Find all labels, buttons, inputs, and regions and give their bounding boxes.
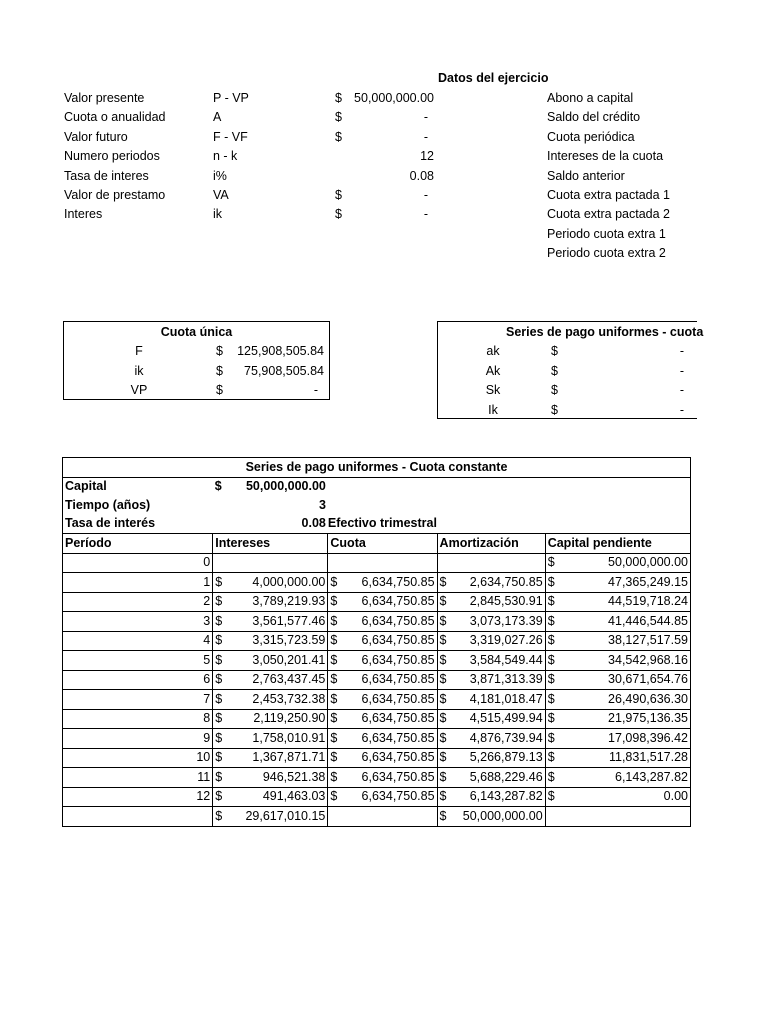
cuota-unica-value: 125,908,505.84 — [237, 344, 324, 358]
periodo-cell: 11 — [63, 768, 213, 788]
intereses-cell-value: 1,367,871.71 — [252, 750, 326, 765]
cuota-cell-sign: $ — [330, 652, 338, 667]
capital-pendiente-cell — [545, 690, 690, 710]
datos-right-label: Abono a capital — [547, 91, 634, 105]
datos-sign: $ — [335, 110, 342, 125]
cuota-unica-label: VP — [130, 383, 148, 397]
capital-pendiente-cell-sign: $ — [547, 711, 555, 726]
cuota-unica-sign: $ — [216, 344, 223, 358]
intereses-cell-sign: $ — [215, 711, 223, 726]
amortizacion-cell — [437, 729, 545, 749]
periodo-cell: 6 — [63, 670, 213, 690]
capital-pendiente-cell-sign: $ — [547, 769, 555, 784]
datos-label: Valor de prestamo — [64, 188, 166, 202]
amortizacion-cell-sign: $ — [439, 594, 447, 609]
capital-pendiente-cell — [545, 729, 690, 749]
cuota-cell-sign: $ — [330, 730, 338, 745]
intereses-cell-value: 2,119,250.90 — [253, 711, 326, 726]
intereses-cell-sign: $ — [215, 750, 223, 765]
cuota-cell — [328, 748, 437, 768]
cuota-cell-sign: $ — [330, 789, 338, 804]
table-row — [63, 670, 691, 690]
amortizacion-cell-value: 3,319,027.26 — [469, 633, 543, 648]
amortizacion-cell — [437, 768, 545, 788]
total-intereses-value: 29,617,010.15 — [245, 808, 326, 823]
capital-pendiente-cell — [545, 709, 690, 729]
amortizacion-cell — [437, 592, 545, 612]
periodo-cell: 1 — [63, 573, 213, 593]
amortizacion-cell — [437, 748, 545, 768]
capital-pendiente-cell-value: 47,365,249.15 — [608, 574, 688, 589]
amortizacion-cell-value: 4,876,739.94 — [469, 730, 543, 745]
amortizacion-cell-sign: $ — [439, 574, 447, 589]
table-row — [63, 573, 691, 593]
amortizacion-cell-sign: $ — [439, 613, 447, 628]
datos-code: A — [213, 110, 222, 125]
periodo-cell: 3 — [63, 612, 213, 632]
cuota-cell — [328, 690, 437, 710]
intereses-cell-sign: $ — [215, 574, 223, 589]
datos-sign: $ — [335, 188, 342, 202]
capital-pendiente-cell-sign: $ — [547, 555, 555, 570]
amortizacion-cell — [437, 631, 545, 651]
cuota-cell-value: 6,634,750.85 — [361, 613, 435, 628]
capital-pendiente-cell-sign: $ — [547, 730, 555, 745]
amortizacion-cell-sign: $ — [439, 711, 447, 726]
cuota-unica-box — [63, 321, 330, 400]
cuota-cell-sign: $ — [330, 633, 338, 648]
capital-pendiente-cell-value: 21,975,136.35 — [608, 711, 688, 726]
cuota-cell-sign: $ — [330, 769, 338, 784]
intereses-cell — [213, 651, 328, 671]
periodo-cell: 9 — [63, 729, 213, 749]
intereses-cell-value: 946,521.38 — [262, 769, 326, 784]
intereses-cell — [213, 768, 328, 788]
datos-value: - — [423, 129, 428, 144]
cuota-cell — [328, 768, 437, 788]
capital-sign: $ — [214, 479, 222, 494]
total-intereses — [213, 807, 328, 827]
cuota-unica-value: 75,908,505.84 — [244, 363, 324, 378]
total-amortizacion-value: 50,000,000.00 — [462, 808, 543, 823]
cuota-cell-value: 6,634,750.85 — [361, 652, 435, 667]
datos-sign: $ — [335, 207, 342, 222]
datos-code: ik — [213, 207, 223, 222]
intereses-cell-value: 3,561,577.46 — [252, 613, 326, 628]
capital-pendiente-cell-value: 44,519,718.24 — [608, 594, 688, 609]
tasa-value: 0.08 — [213, 515, 328, 534]
table-row — [63, 651, 691, 671]
amortizacion-cell — [437, 612, 545, 632]
total-amortizacion — [437, 807, 545, 827]
table-row — [63, 592, 691, 612]
series-cuota-label: Ak — [485, 363, 501, 378]
capital-pendiente-cell-value: 50,000,000.00 — [608, 555, 688, 570]
cuota-unica-title: Cuota única — [160, 325, 233, 339]
tiempo-label: Tiempo (años) — [63, 496, 213, 515]
cuota-cell — [328, 631, 437, 651]
datos-title: Datos del ejercicio — [438, 71, 549, 85]
amortizacion-cell-sign: $ — [439, 750, 447, 765]
intereses-cell — [213, 748, 328, 768]
cuota-cell-sign: $ — [330, 594, 338, 609]
totals-empty — [328, 807, 437, 827]
intereses-cell-value: 4,000,000.00 — [252, 574, 326, 589]
series-cuota-label: ak — [486, 344, 500, 358]
capital-pendiente-cell — [545, 592, 690, 612]
capital-pendiente-cell — [545, 612, 690, 632]
cuota-cell-value: 6,634,750.85 — [361, 691, 435, 706]
header-amortizacion: Amortización — [437, 534, 545, 554]
tasa-label: Tasa de interés — [63, 515, 213, 534]
table-row — [63, 787, 691, 807]
datos-right-label: Periodo cuota extra 1 — [547, 226, 666, 241]
cuota-unica-value: - — [313, 383, 318, 397]
capital-pendiente-cell-sign: $ — [547, 789, 555, 804]
cuota-cell-value: 6,634,750.85 — [361, 789, 435, 804]
cuota-cell — [328, 553, 437, 573]
datos-value: 12 — [420, 149, 434, 164]
cuota-unica-sign: $ — [216, 383, 223, 397]
series-cuota-box — [437, 321, 704, 419]
datos-right-label: Saldo anterior — [547, 168, 625, 183]
amort-title: Series de pago uniformes - Cuota constante — [63, 458, 691, 478]
datos-right-label: Saldo del crédito — [547, 110, 641, 125]
capital-pendiente-cell — [545, 553, 690, 573]
amortizacion-cell-sign: $ — [439, 691, 447, 706]
capital-value-cell — [213, 477, 328, 496]
datos-right-label: Cuota extra pactada 2 — [547, 207, 670, 222]
amort-header-row — [63, 534, 691, 554]
intereses-cell-sign: $ — [215, 652, 223, 667]
table-row — [63, 729, 691, 749]
periodo-cell: 0 — [63, 553, 213, 573]
intereses-cell-value: 2,453,732.38 — [252, 691, 326, 706]
cuota-unica-label: ik — [134, 363, 144, 378]
cuota-cell-sign: $ — [330, 672, 338, 687]
cuota-cell-value: 6,634,750.85 — [361, 672, 435, 687]
cuota-cell — [328, 592, 437, 612]
datos-code: P - VP — [213, 91, 249, 105]
series-cuota-value: - — [679, 344, 684, 358]
capital-pendiente-cell-sign: $ — [547, 574, 555, 589]
amortizacion-cell-sign: $ — [439, 730, 447, 745]
amortizacion-cell-value: 3,584,549.44 — [469, 652, 543, 667]
series-cuota-sign: $ — [551, 402, 558, 417]
amortizacion-cell-value: 6,143,287.82 — [469, 789, 543, 804]
series-cuota-sign: $ — [551, 383, 558, 397]
intereses-cell — [213, 709, 328, 729]
capital-pendiente-cell-sign: $ — [547, 672, 555, 687]
cuota-cell — [328, 729, 437, 749]
amortizacion-cell — [437, 670, 545, 690]
amortizacion-cell-value: 2,845,530.91 — [469, 594, 543, 609]
cuota-unica-label: F — [135, 344, 143, 358]
periodo-cell: 4 — [63, 631, 213, 651]
periodo-cell: 7 — [63, 690, 213, 710]
table-row — [63, 768, 691, 788]
capital-pendiente-cell-value: 34,542,968.16 — [608, 652, 688, 667]
table-row — [63, 690, 691, 710]
series-cuota-value: - — [679, 363, 684, 378]
tiempo-value: 3 — [318, 497, 326, 512]
capital-pendiente-cell-sign: $ — [547, 691, 555, 706]
amortizacion-cell-value: 4,181,018.47 — [469, 691, 543, 706]
capital-pendiente-cell — [545, 670, 690, 690]
capital-pendiente-cell — [545, 573, 690, 593]
amortizacion-cell-value: 4,515,499.94 — [469, 711, 543, 726]
amortizacion-cell-value: 2,634,750.85 — [469, 574, 543, 589]
datos-label: Cuota o anualidad — [64, 110, 166, 125]
periodo-cell: 2 — [63, 592, 213, 612]
header-cuota: Cuota — [328, 534, 437, 554]
cuota-cell — [328, 670, 437, 690]
cuota-unica-sign: $ — [216, 363, 223, 378]
amortizacion-cell-value: 5,688,229.46 — [469, 769, 543, 784]
capital-pendiente-cell — [545, 631, 690, 651]
series-cuota-value: - — [679, 402, 684, 417]
cuota-cell — [328, 651, 437, 671]
capital-pendiente-cell-value: 30,671,654.76 — [608, 672, 688, 687]
intereses-cell — [213, 670, 328, 690]
datos-right-label: Periodo cuota extra 2 — [547, 246, 666, 261]
periodo-cell: 12 — [63, 787, 213, 807]
capital-pendiente-cell-sign: $ — [547, 633, 555, 648]
datos-value: - — [423, 110, 428, 125]
cuota-cell-sign: $ — [330, 711, 338, 726]
capital-pendiente-cell-sign: $ — [547, 750, 555, 765]
amortizacion-cell — [437, 573, 545, 593]
capital-pendiente-cell-value: 38,127,517.59 — [608, 633, 688, 648]
totals-empty — [63, 807, 213, 827]
capital-pendiente-cell-value: 26,490,636.30 — [608, 691, 688, 706]
amortizacion-cell-value: 5,266,879.13 — [469, 750, 543, 765]
intereses-cell — [213, 592, 328, 612]
capital-pendiente-cell-value: 41,446,544.85 — [608, 613, 688, 628]
amortizacion-cell-value: 3,871,313.39 — [469, 672, 543, 687]
capital-pendiente-cell — [545, 651, 690, 671]
periodo-cell: 10 — [63, 748, 213, 768]
totals-empty — [545, 807, 690, 827]
capital-pendiente-cell-sign: $ — [547, 652, 555, 667]
datos-code: n - k — [213, 149, 238, 164]
capital-pendiente-cell-value: 0.00 — [663, 789, 688, 804]
datos-value: - — [423, 207, 428, 222]
datos-code: i% — [213, 168, 227, 183]
capital-pendiente-cell-value: 6,143,287.82 — [615, 769, 688, 784]
cuota-cell-sign: $ — [330, 750, 338, 765]
amortizacion-cell — [437, 709, 545, 729]
datos-code: F - VF — [213, 129, 248, 144]
intereses-cell-sign: $ — [215, 672, 223, 687]
cuota-cell-sign: $ — [330, 574, 338, 589]
datos-value: 0.08 — [409, 168, 434, 183]
tasa-note: Efectivo trimestral — [328, 515, 691, 534]
intereses-cell — [213, 631, 328, 651]
capital-pendiente-cell — [545, 787, 690, 807]
amortizacion-cell-sign: $ — [439, 633, 447, 648]
datos-right-label: Cuota periódica — [547, 129, 635, 144]
capital-pendiente-cell-value: 11,831,517.28 — [608, 750, 688, 765]
cuota-cell-sign: $ — [330, 691, 338, 706]
capital-label: Capital — [63, 477, 213, 496]
capital-pendiente-cell-value: 17,098,396.42 — [608, 730, 688, 745]
intereses-cell-sign: $ — [215, 789, 223, 804]
cuota-cell-value: 6,634,750.85 — [361, 633, 435, 648]
capital-pendiente-cell — [545, 768, 690, 788]
intereses-cell-value: 2,763,437.45 — [252, 672, 326, 687]
amortizacion-cell — [437, 787, 545, 807]
table-row — [63, 612, 691, 632]
datos-sign: $ — [335, 91, 342, 105]
intereses-cell — [213, 612, 328, 632]
header-periodo: Período — [63, 534, 213, 554]
cuota-cell-value: 6,634,750.85 — [361, 574, 435, 589]
datos-value: - — [423, 188, 428, 202]
intereses-cell — [213, 787, 328, 807]
intereses-cell — [213, 729, 328, 749]
intereses-cell-value: 3,789,219.93 — [252, 594, 326, 609]
datos-value: 50,000,000.00 — [354, 91, 434, 105]
intereses-cell-sign: $ — [215, 633, 223, 648]
amortizacion-cell — [437, 651, 545, 671]
table-row — [63, 709, 691, 729]
capital-pendiente-cell — [545, 748, 690, 768]
amortizacion-cell-sign: $ — [439, 789, 447, 804]
intereses-cell-value: 1,758,010.91 — [252, 730, 326, 745]
datos-label: Numero periodos — [64, 149, 160, 164]
capital-value: 50,000,000.00 — [245, 479, 326, 494]
header-intereses: Intereses — [213, 534, 328, 554]
intereses-cell — [213, 690, 328, 710]
series-cuota-label: Sk — [485, 383, 501, 397]
cuota-cell — [328, 787, 437, 807]
cuota-cell — [328, 573, 437, 593]
amortization-table — [62, 457, 691, 827]
capital-pendiente-cell-sign: $ — [547, 594, 555, 609]
periodo-cell: 8 — [63, 709, 213, 729]
series-cuota-value: - — [679, 383, 684, 397]
table-row — [63, 631, 691, 651]
cuota-cell-value: 6,634,750.85 — [361, 769, 435, 784]
intereses-cell-sign: $ — [215, 691, 223, 706]
datos-right-label: Cuota extra pactada 1 — [547, 188, 670, 202]
totals-row — [63, 807, 691, 827]
total-amortizacion-sign: $ — [439, 808, 447, 823]
total-intereses-sign: $ — [215, 808, 223, 823]
amortizacion-cell-sign: $ — [439, 652, 447, 667]
intereses-cell-value: 3,050,201.41 — [252, 652, 326, 667]
datos-label: Interes — [64, 207, 103, 222]
series-cuota-sign: $ — [551, 363, 558, 378]
table-row — [63, 553, 691, 573]
cuota-cell-value: 6,634,750.85 — [361, 730, 435, 745]
cuota-cell-value: 6,634,750.85 — [361, 750, 435, 765]
intereses-cell-value: 491,463.03 — [262, 789, 326, 804]
amortizacion-cell-value: 3,073,173.39 — [469, 613, 543, 628]
intereses-cell — [213, 553, 328, 573]
cuota-cell — [328, 612, 437, 632]
header-capital-pendiente: Capital pendiente — [545, 534, 690, 554]
datos-label: Valor presente — [64, 91, 145, 105]
amortizacion-cell-sign: $ — [439, 769, 447, 784]
datos-sign: $ — [335, 129, 342, 144]
intereses-cell-sign: $ — [215, 613, 223, 628]
datos-code: VA — [213, 188, 229, 202]
series-cuota-sign: $ — [551, 344, 558, 358]
datos-right-label: Intereses de la cuota — [547, 149, 664, 164]
intereses-cell-sign: $ — [215, 730, 223, 745]
intereses-cell-value: 3,315,723.59 — [252, 633, 326, 648]
intereses-cell-sign: $ — [215, 769, 223, 784]
cuota-cell-value: 6,634,750.85 — [361, 594, 435, 609]
series-cuota-title: Series de pago uniformes - cuota — [506, 325, 704, 339]
capital-pendiente-cell-sign: $ — [547, 613, 555, 628]
datos-label: Valor futuro — [64, 129, 128, 144]
cuota-cell-value: 6,634,750.85 — [361, 711, 435, 726]
intereses-cell — [213, 573, 328, 593]
intereses-cell-sign: $ — [215, 594, 223, 609]
amortizacion-cell — [437, 690, 545, 710]
cuota-cell — [328, 709, 437, 729]
amortizacion-cell — [437, 553, 545, 573]
cuota-cell-sign: $ — [330, 613, 338, 628]
datos-label: Tasa de interes — [64, 168, 149, 183]
amortizacion-cell-sign: $ — [439, 672, 447, 687]
series-cuota-label: Ik — [488, 402, 498, 417]
periodo-cell: 5 — [63, 651, 213, 671]
table-row — [63, 748, 691, 768]
